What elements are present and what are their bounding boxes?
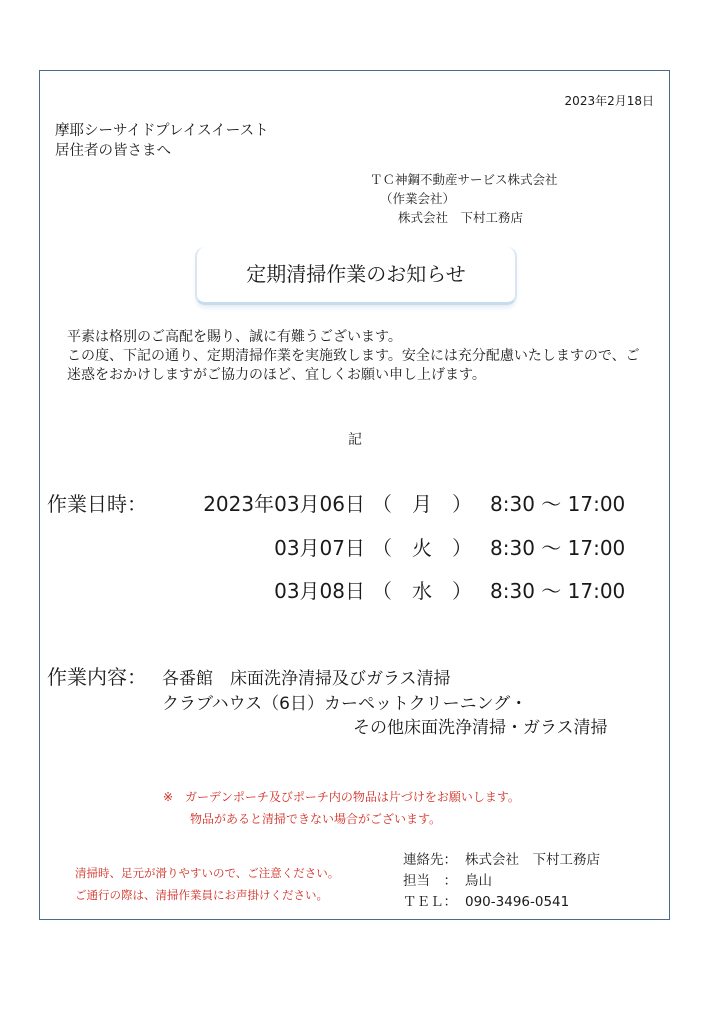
recipient-building: 摩耶シーサイドプレイスイースト (55, 123, 269, 139)
work-line-3: その他床面洗浄清掃・ガラス清掃 (353, 718, 608, 738)
contact-person: 鳥山 (465, 873, 492, 889)
caution-line-2: ご通行の際は、清掃作業員にお声掛けください。 (75, 888, 328, 902)
schedule-weekday-2: （ 火 ） (372, 536, 472, 560)
contact-info (403, 850, 600, 913)
schedule-date-2: 03月07日 (274, 536, 365, 560)
schedule-date-1: 2023年03月06日 (203, 492, 365, 516)
work-line-1: 各番館 床面洗浄清掃及びガラス清掃 (162, 669, 451, 689)
body-paragraph-2: この度、下記の通り、定期清掃作業を実施致します。安全には充分配慮いたしますので、ご迷惑をおかけしますがご協力のほど、宜しくお願い申し上げます。 (67, 348, 640, 383)
notice-date: 2023年2月18日 (564, 94, 654, 108)
sender-contractor: 株式会社 下村工務店 (398, 210, 524, 225)
schedule-time-3: 8:30 ～ 17:00 (490, 579, 626, 603)
recipient-residents: 居住者の皆さまへ (55, 143, 171, 159)
schedule-label: 作業日時： (47, 492, 147, 516)
schedule-weekday-3: （ 水 ） (372, 579, 472, 603)
recipient (55, 121, 269, 161)
work-label: 作業内容： (47, 665, 147, 689)
contact-person-label: 担当 ： (403, 873, 457, 889)
schedule-weekday-1: （ 月 ） (372, 492, 472, 516)
sender-company: ＴＣ神鋼不動産サービス株式会社 (370, 172, 558, 187)
work-line-2: クラブハウス（6日）カーペットクリーニング・ (162, 694, 528, 714)
schedule-time-1: 8:30 ～ 17:00 (490, 492, 626, 516)
notice-line-1: ※ ガーデンポーチ及びポーチ内の物品は片づけをお願いします。 (163, 790, 520, 804)
body-paragraph-1: 平素は格別のご高配を賜り、誠に有難うございます。 (67, 329, 402, 345)
schedule-date-3: 03月08日 (274, 579, 365, 603)
notice-line-2: 物品があると清掃できない場合がございます。 (190, 812, 442, 826)
sender (370, 170, 558, 227)
sender-role: （作業会社） (380, 191, 456, 206)
schedule-time-2: 8:30 ～ 17:00 (490, 536, 626, 560)
contact-label: 連絡先： (403, 852, 457, 868)
contact-phone-label: ＴＥＬ： (403, 894, 457, 910)
contact-company: 株式会社 下村工務店 (465, 852, 600, 868)
page-title: 定期清掃作業のお知らせ (246, 262, 466, 286)
contact-phone: 090-3496-0541 (465, 894, 570, 910)
ki-marker: 記 (348, 432, 362, 448)
caution-line-1: 清掃時、足元が滑りやすいので、ご注意ください。 (75, 866, 340, 880)
body-text (50, 328, 650, 385)
